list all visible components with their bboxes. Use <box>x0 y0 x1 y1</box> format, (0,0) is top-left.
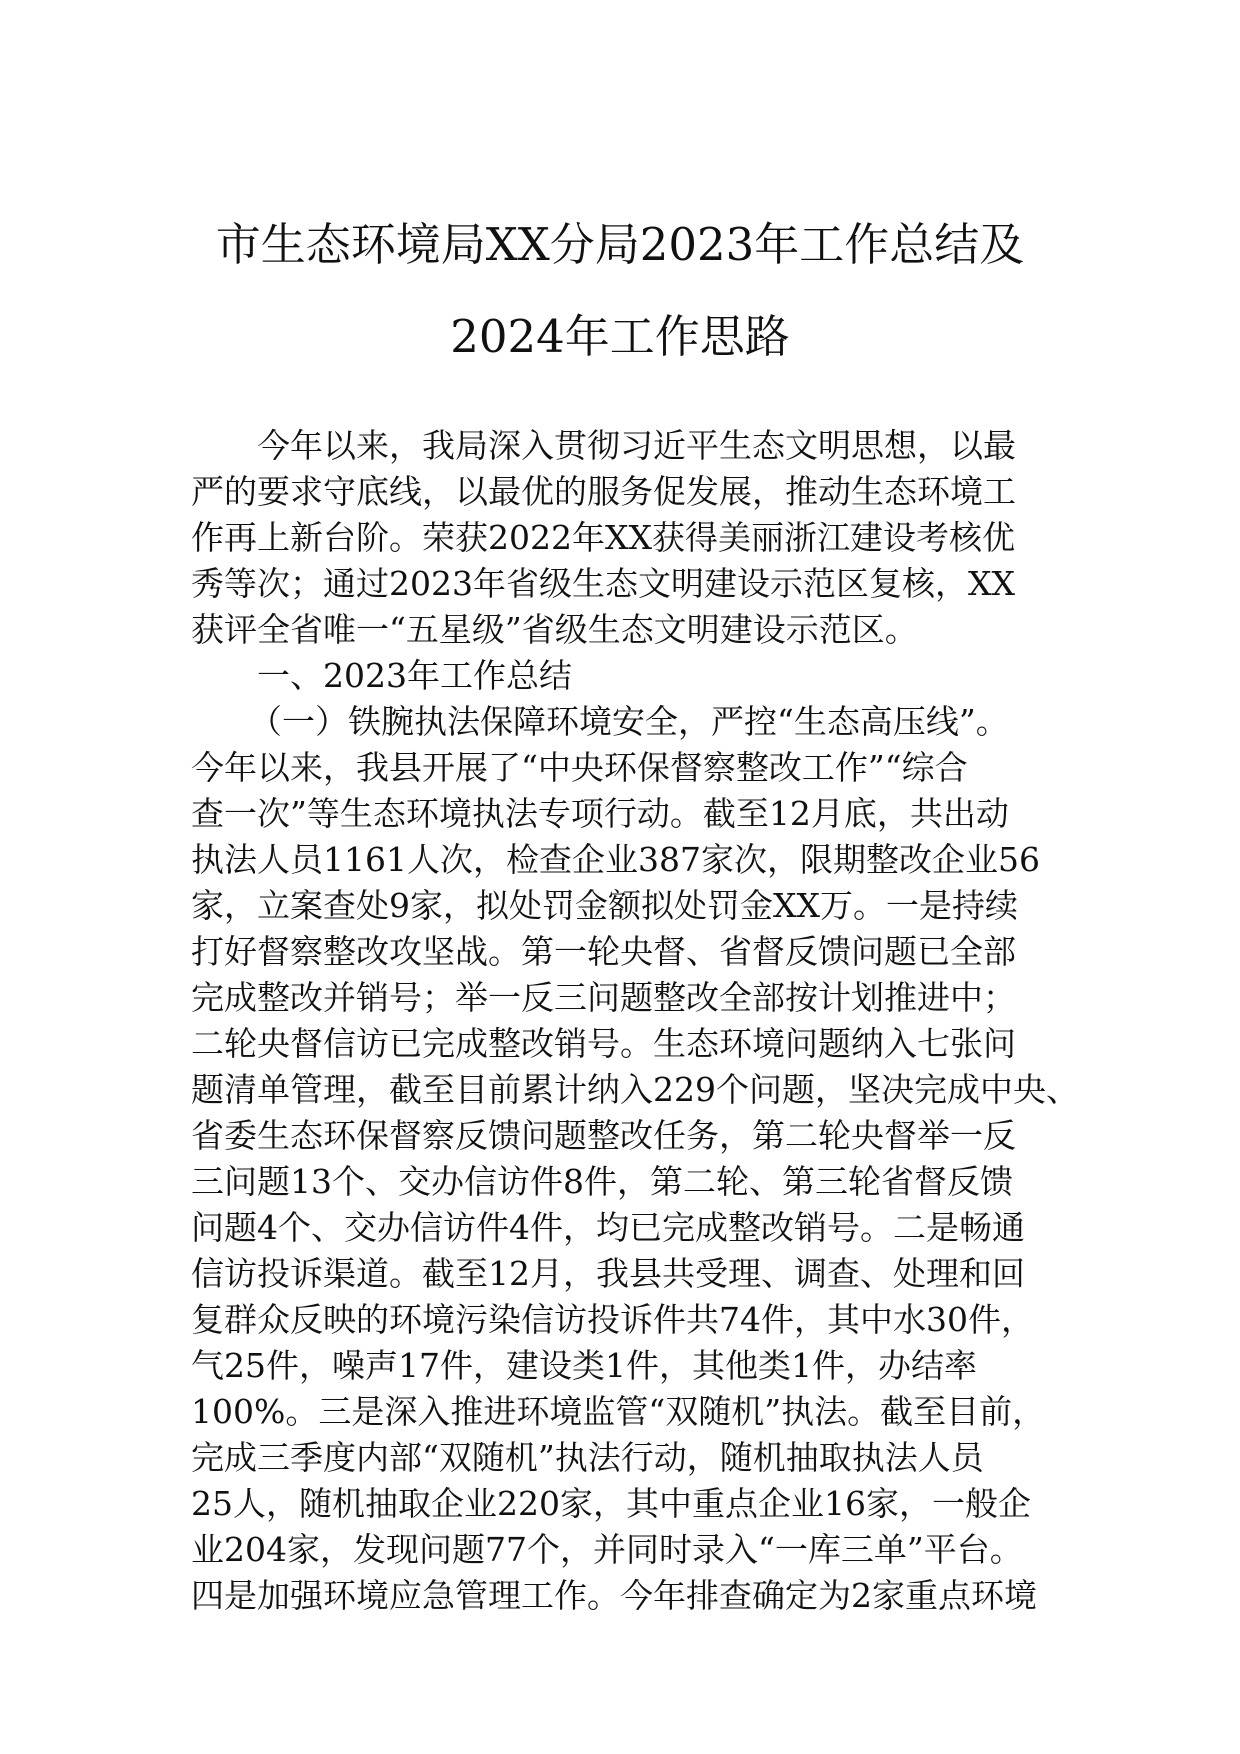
paragraph-line: 今年以来，我局深入贯彻习近平生态文明思想，以最 <box>257 426 1016 465</box>
paragraph-line: 今年以来，我县开展了“中央环保督察整改工作”“综合 <box>191 748 968 787</box>
paragraph-line: 获评全省唯一“五星级”省级生态文明建设示范区。 <box>191 610 918 649</box>
paragraph-line: 执法人员1161人次，检查企业387家次，限期整改企业56 <box>191 840 1040 879</box>
paragraph-line: 四是加强环境应急管理工作。今年排查确定为2家重点环境 <box>191 1576 1037 1615</box>
paragraph-line: 省委生态环保督察反馈问题整改任务，第二轮央督举一反 <box>191 1116 1016 1155</box>
section-heading: 一、2023年工作总结 <box>257 656 572 695</box>
paragraph-line: 秀等次；通过2023年省级生态文明建设示范区复核，XX <box>191 564 1015 603</box>
paragraph-line: 家，立案查处9家，拟处罚金额拟处罚金XX万。一是持续 <box>191 886 1018 925</box>
paragraph-line: 完成三季度内部“双随机”执法行动，随机抽取执法人员 <box>191 1438 984 1477</box>
paragraph-line: 气25件，噪声17件，建设类1件，其他类1件，办结率 <box>191 1346 977 1385</box>
paragraph-line: 问题4个、交办信访件4件，均已完成整改销号。二是畅通 <box>191 1208 1025 1247</box>
paragraph-line: 作再上新台阶。荣获2022年XX获得美丽浙江建设考核优 <box>191 518 1015 557</box>
paragraph-line: 二轮央督信访已完成整改销号。生态环境问题纳入七张问 <box>191 1024 1016 1063</box>
paragraph-line: 查一次”等生态环境执法专项行动。截至12月底，共出动 <box>191 794 1009 833</box>
subsection-heading-line: （一）铁腕执法保障环境安全，严控“生态高压线”。 <box>249 702 1009 741</box>
paragraph-line: 25人，随机抽取企业220家，其中重点企业16家，一般企 <box>191 1484 1031 1523</box>
paragraph-line: 三问题13个、交办信访件8件，第二轮、第三轮省督反馈 <box>191 1162 1013 1201</box>
paragraph-line: 信访投诉渠道。截至12月，我县共受理、调查、处理和回 <box>191 1254 1025 1293</box>
paragraph-line: 题清单管理，截至目前累计纳入229个问题，坚决完成中央、 <box>191 1070 1079 1109</box>
paragraph-line: 严的要求守底线，以最优的服务促发展，推动生态环境工 <box>191 472 1016 511</box>
paragraph-line: 100%。三是深入推进环境监管“双随机”执法。截至目前， <box>191 1392 1046 1431</box>
paragraph-line: 完成整改并销号；举一反三问题整改全部按计划推进中； <box>191 978 1016 1017</box>
document-title-line-1: 市生态环境局XX分局2023年工作总结及 <box>215 218 1025 271</box>
document-body <box>191 423 1086 1619</box>
paragraph-line: 打好督察整改攻坚战。第一轮央督、省督反馈问题已全部 <box>191 932 1016 971</box>
paragraph-line: 复群众反映的环境污染信访投诉件共74件，其中水30件， <box>191 1300 1034 1339</box>
paragraph-line: 业204家，发现问题77个，并同时录入“一库三单”平台。 <box>191 1530 1023 1569</box>
document-title-line-2: 2024年工作思路 <box>450 310 790 363</box>
